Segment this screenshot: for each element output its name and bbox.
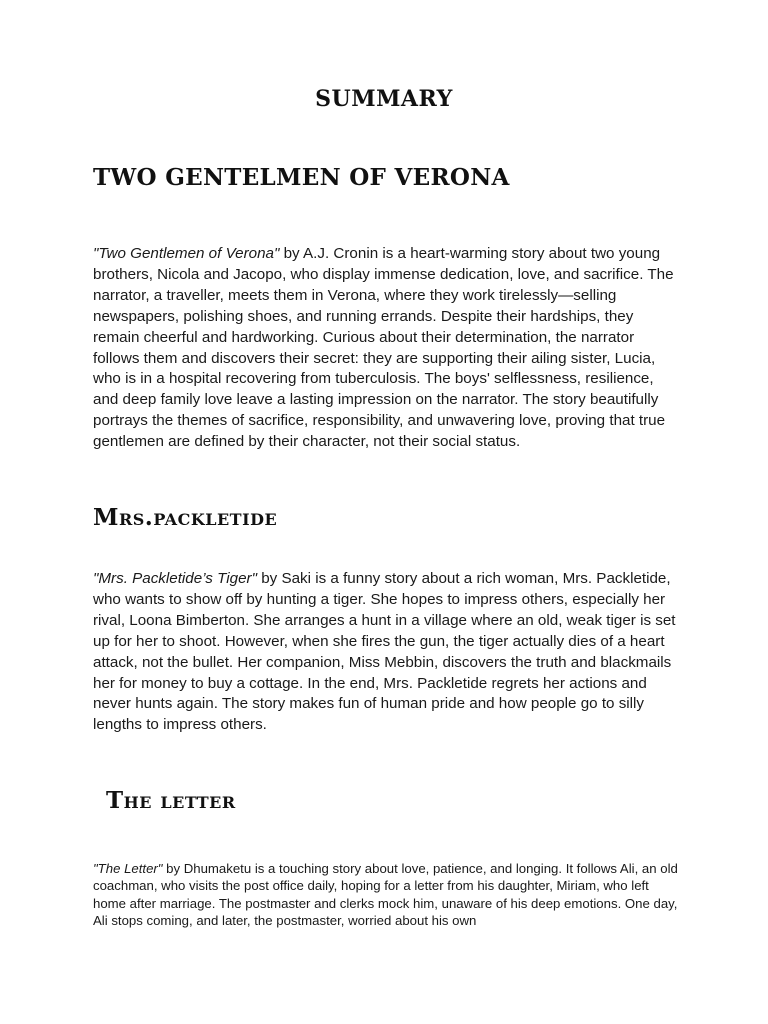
section-paragraph-verona xyxy=(93,244,683,453)
story-title-packletide: "Mrs. Packletide’s Tiger" xyxy=(93,570,257,587)
section-paragraph-letter xyxy=(93,860,683,930)
section-paragraph-packletide xyxy=(93,569,683,736)
story-title-letter: "The Letter" xyxy=(93,861,163,876)
summary-text-verona: by A.J. Cronin is a heart-warming story about two young brothers, Nicola and Jacopo, who display immense dedication, love, and sacrifice. The narrator, a traveller, meets them in Verona, where they work tirelessly—selling newspapers, polishing shoes, and running errands. Despite their hardships, they remain cheerful and hardworking. Curious about their determination, the narrator follows them and discovers their secret: they are supporting their ailing sister, Lucia, who is in a hospital recovering from tuberculosis. The boys' selflessness, resilience, and deep family love leave a lasting impression on the narrator. The story beautifully portrays the themes of sacrifice, responsibility, and unwavering love, proving that true gentlemen are defined by their character, not their social status. xyxy=(93,245,674,451)
summary-text-letter: by Dhumaketu is a touching story about love, patience, and longing. It follows Ali, an old coachman, who visits the post office daily, hoping for a letter from his daughter, Miriam, who left home after marriage. The postmaster and clerks mock him, unaware of his deep emotions. One day, Ali stops coming, and later, the postmaster, worried about his own xyxy=(93,861,678,929)
story-title-verona: "Two Gentlemen of Verona" xyxy=(93,245,280,262)
summary-text-packletide: by Saki is a funny story about a rich woman, Mrs. Packletide, who wants to show off by hunting a tiger. She hopes to impress others, especially her rival, Loona Bimberton. She arranges a hunt in a village where an old, weak tiger is set up for her to shoot. However, when she fires the gun, the tiger actually dies of a heart attack, not the bullet. Her companion, Miss Mebbin, discovers the truth and blackmails her for money to buy a cottage. In the end, Mrs. Packletide regrets her actions and never hunts again. The story makes fun of human pride and how people go to silly lengths to impress others. xyxy=(93,570,676,734)
section-heading-verona: TWO GENTELMEN OF VERONA xyxy=(93,164,510,191)
section-heading-packletide: Mrs.packletide xyxy=(93,504,278,531)
page-title: SUMMARY xyxy=(315,86,453,112)
section-heading-letter: The letter xyxy=(106,787,236,814)
